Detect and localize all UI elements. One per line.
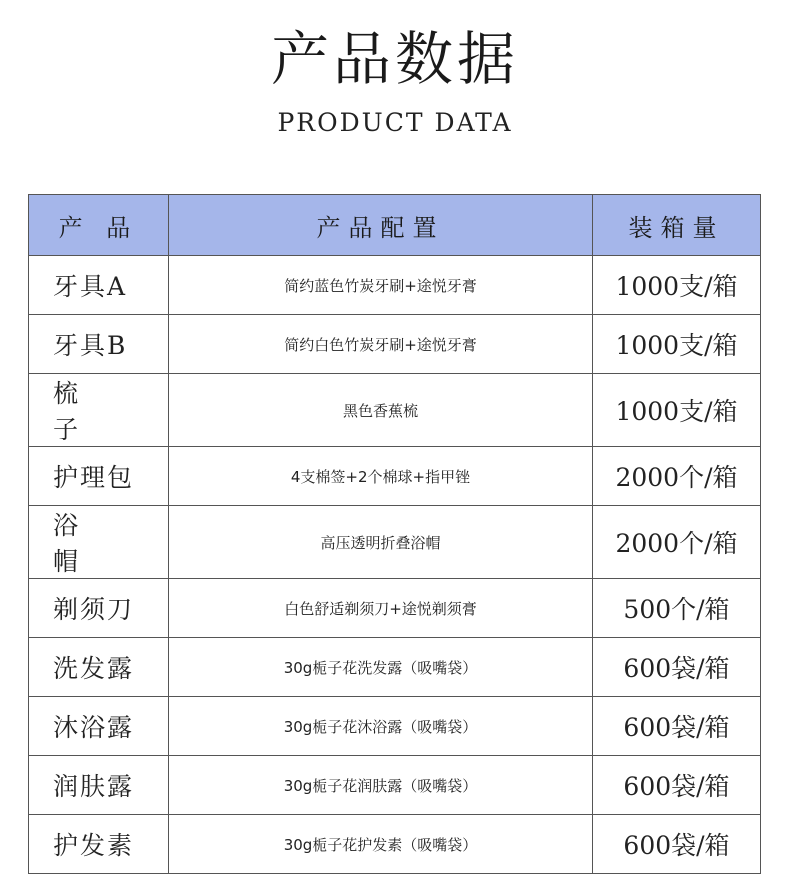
table-row [29, 638, 761, 697]
product-table [28, 194, 761, 874]
product-name: 牙具B [29, 315, 169, 374]
packing-quantity: 600袋/箱 [593, 756, 761, 815]
table-row [29, 315, 761, 374]
product-config: 黑色香蕉梳 [169, 374, 593, 447]
page-title: 产品数据 [270, 25, 519, 93]
product-name: 洗发露 [29, 638, 169, 697]
product-name: 润肤露 [29, 756, 169, 815]
table-row [29, 697, 761, 756]
table-row [29, 815, 761, 874]
product-config: 4支棉签+2个棉球+指甲锉 [169, 447, 593, 506]
header-config: 产品配置 [169, 195, 593, 256]
table-row [29, 579, 761, 638]
packing-quantity: 600袋/箱 [593, 697, 761, 756]
header-packing: 装箱量 [593, 195, 761, 256]
table-row [29, 506, 761, 579]
packing-quantity: 2000个/箱 [593, 447, 761, 506]
packing-quantity: 2000个/箱 [593, 506, 761, 579]
packing-quantity: 600袋/箱 [593, 815, 761, 874]
product-name: 梳子 [29, 374, 169, 447]
product-name: 护发素 [29, 815, 169, 874]
table-row [29, 756, 761, 815]
header-product: 产 品 [29, 195, 169, 256]
product-name: 剃须刀 [29, 579, 169, 638]
packing-quantity: 1000支/箱 [593, 315, 761, 374]
table-row [29, 374, 761, 447]
product-name: 牙具A [29, 256, 169, 315]
product-name: 浴帽 [29, 506, 169, 579]
packing-quantity: 1000支/箱 [593, 374, 761, 447]
page-subtitle: PRODUCT DATA [277, 108, 513, 137]
product-config: 30g栀子花洗发露（吸嘴袋） [169, 638, 593, 697]
product-name: 护理包 [29, 447, 169, 506]
product-name: 沐浴露 [29, 697, 169, 756]
product-config: 白色舒适剃须刀+途悦剃须膏 [169, 579, 593, 638]
product-config: 简约白色竹炭牙刷+途悦牙膏 [169, 315, 593, 374]
table-header-row [29, 195, 761, 256]
product-config: 高压透明折叠浴帽 [169, 506, 593, 579]
packing-quantity: 1000支/箱 [593, 256, 761, 315]
packing-quantity: 600袋/箱 [593, 638, 761, 697]
table-row [29, 256, 761, 315]
product-config: 30g栀子花护发素（吸嘴袋） [169, 815, 593, 874]
product-config: 30g栀子花沐浴露（吸嘴袋） [169, 697, 593, 756]
product-config: 简约蓝色竹炭牙刷+途悦牙膏 [169, 256, 593, 315]
packing-quantity: 500个/箱 [593, 579, 761, 638]
product-config: 30g栀子花润肤露（吸嘴袋） [169, 756, 593, 815]
table-row [29, 447, 761, 506]
